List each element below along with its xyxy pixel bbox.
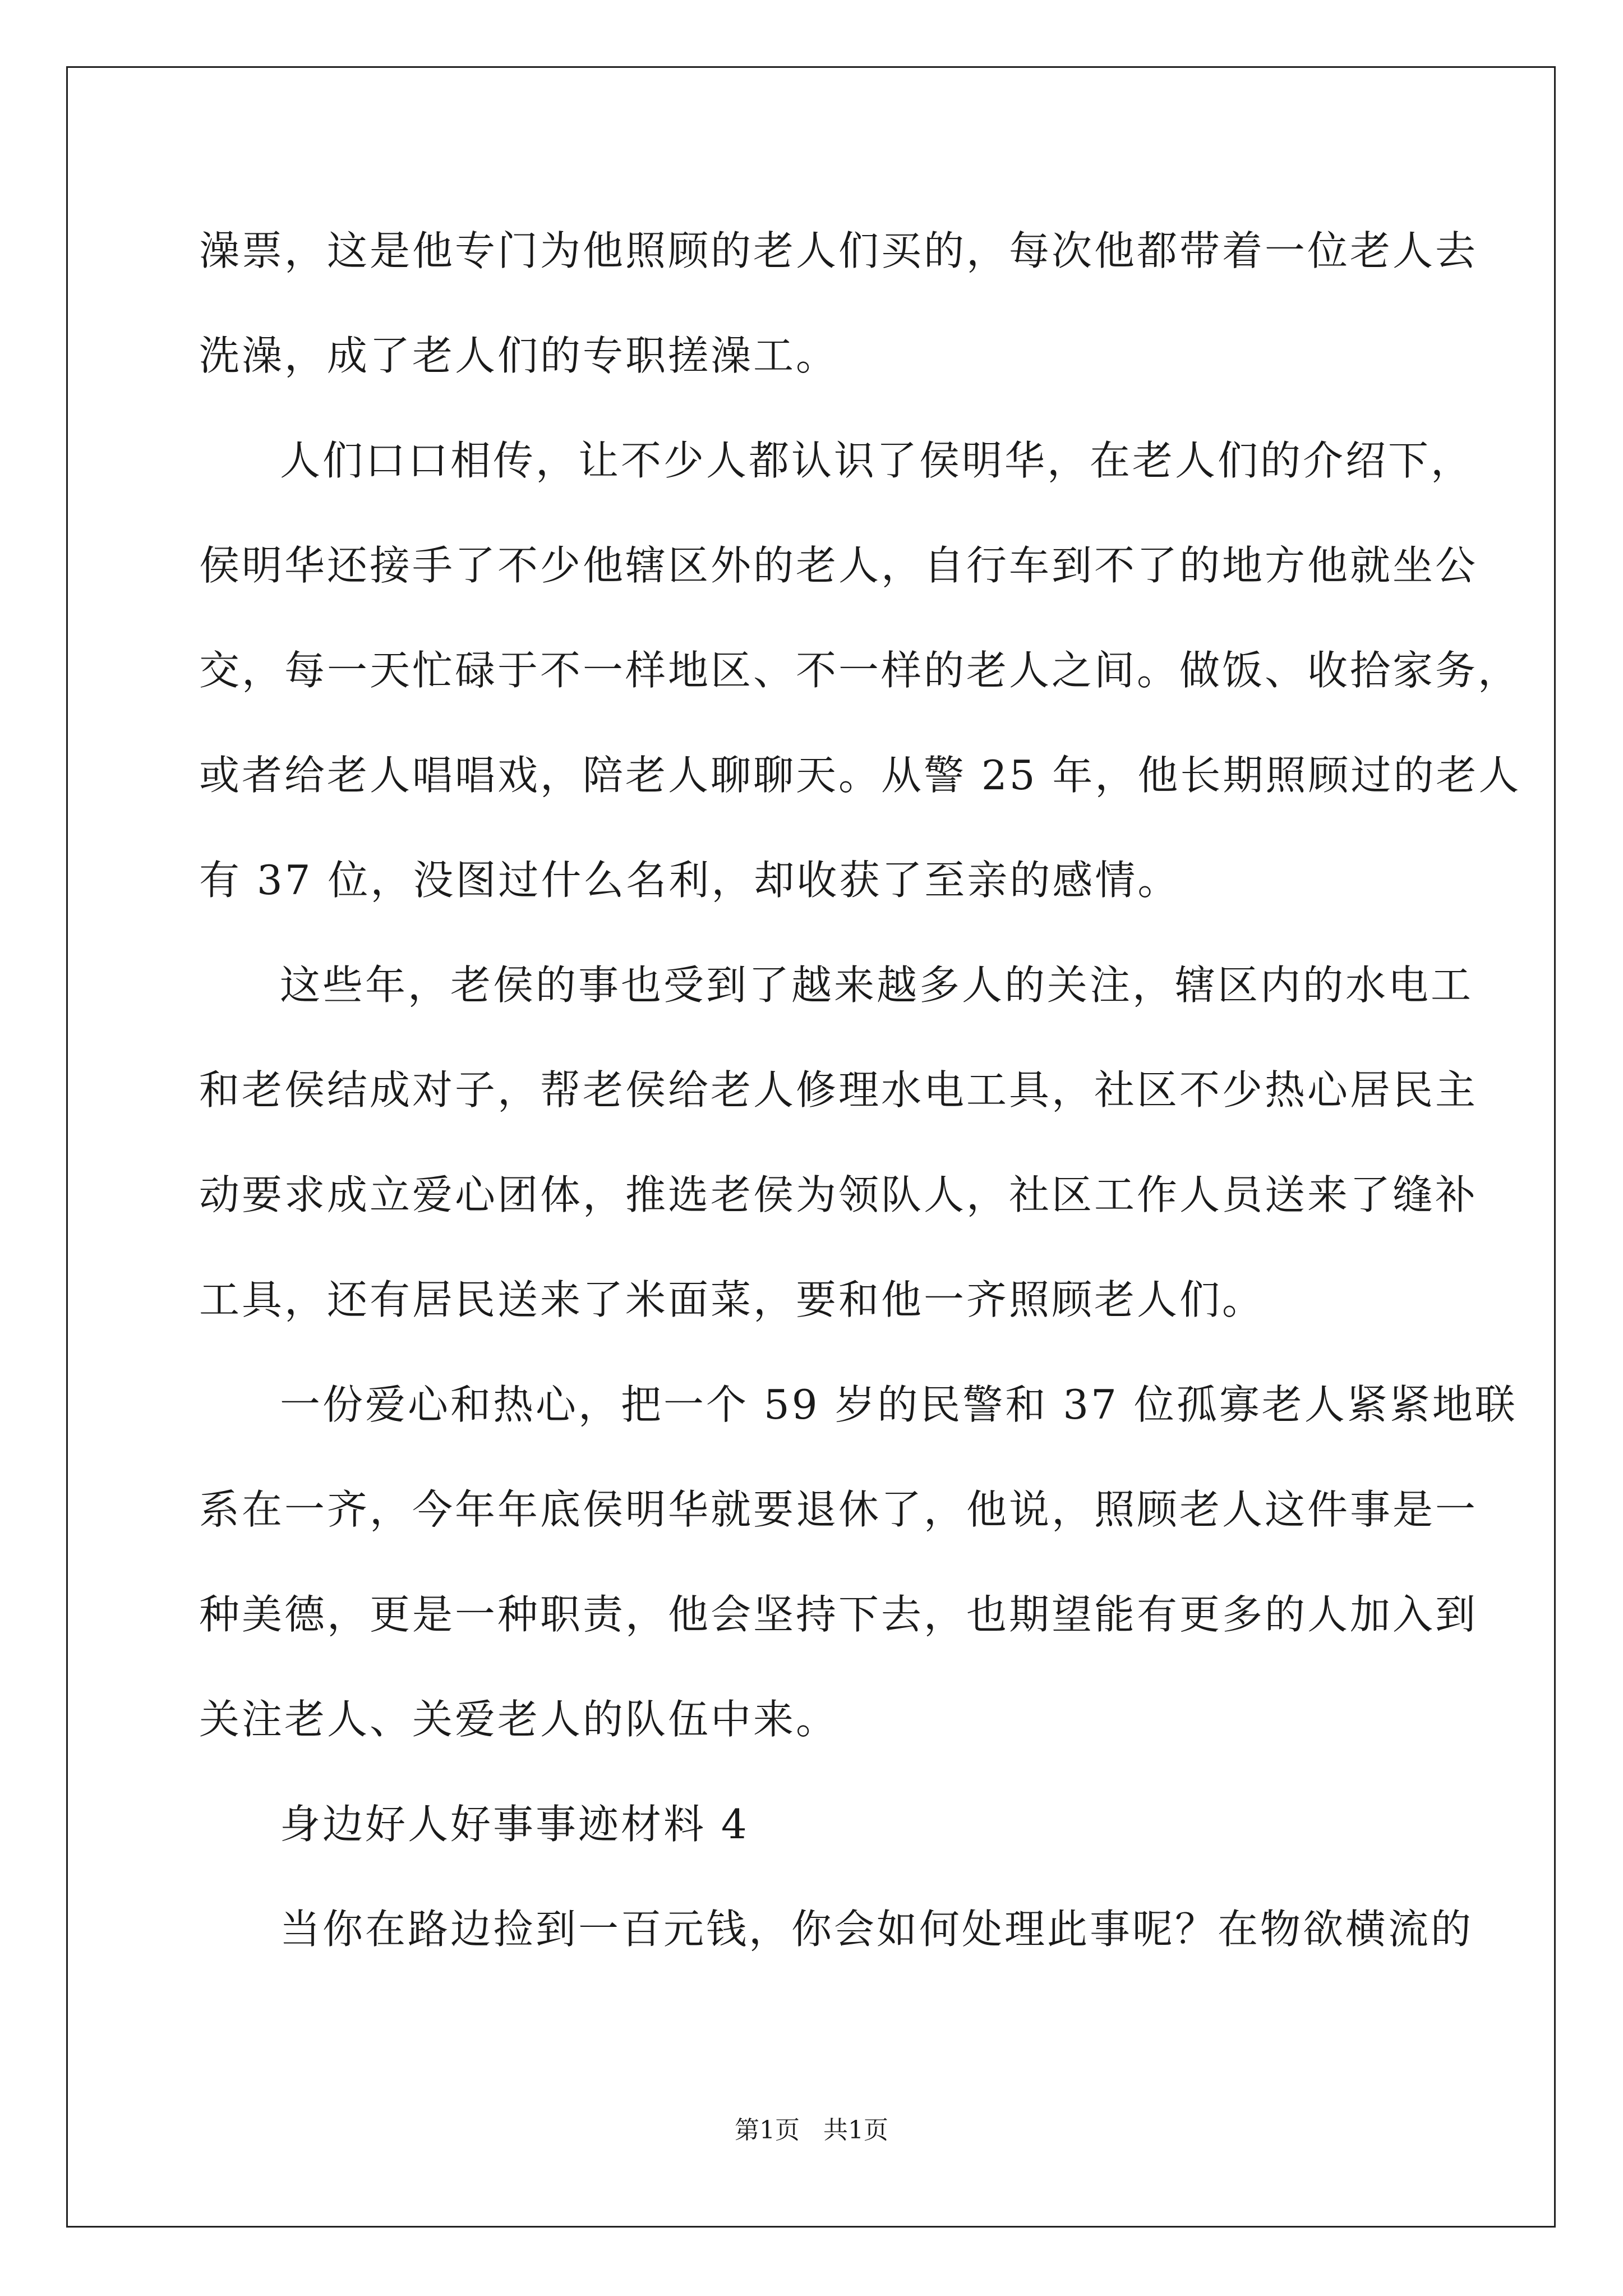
text-line: 有 37 位，没图过什么名利，却收获了至亲的感情。 — [199, 857, 1181, 904]
text-line: 身边好人好事事迹材料 4 — [280, 1801, 749, 1848]
text-line: 工具，还有居民送来了米面菜，要和他一齐照顾老人们。 — [199, 1276, 1265, 1323]
text-line: 和老侯结成对子，帮老侯给老人修理水电工具，社区不少热心居民主 — [199, 1066, 1478, 1114]
text-line: 系在一齐，今年年底侯明华就要退休了，他说，照顾老人这件事是一 — [199, 1486, 1478, 1533]
text-line: 人们口口相传，让不少人都认识了侯明华，在老人们的介绍下， — [280, 437, 1474, 484]
text-line: 交，每一天忙碌于不一样地区、不一样的老人之间。做饭、收拾家务， — [199, 647, 1521, 694]
text-line: 这些年，老侯的事也受到了越来越多人的关注，辖区内的水电工 — [280, 961, 1474, 1009]
text-line: 当你在路边捡到一百元钱，你会如何处理此事呢？在物欲横流的 — [280, 1906, 1474, 1953]
text-line: 澡票，这是他专门为他照顾的老人们买的，每次他都带着一位老人去 — [199, 227, 1478, 274]
text-line: 动要求成立爱心团体，推选老侯为领队人，社区工作人员送来了缝补 — [199, 1171, 1478, 1218]
text-line: 侯明华还接手了不少他辖区外的老人，自行车到不了的地方他就坐公 — [199, 542, 1478, 589]
text-line: 一份爱心和热心，把一个 59 岁的民警和 37 位孤寡老人紧紧地联 — [280, 1381, 1518, 1428]
text-line: 关注老人、关爱老人的队伍中来。 — [199, 1696, 839, 1743]
text-line: 种美德，更是一种职责，他会坚持下去，也期望能有更多的人加入到 — [199, 1591, 1478, 1638]
document-body — [199, 208, 1521, 1991]
text-line: 洗澡，成了老人们的专职搓澡工。 — [199, 332, 839, 379]
page-footer: 第1页 共1页 — [735, 2116, 888, 2145]
text-line: 或者给老人唱唱戏，陪老人聊聊天。从警 25 年，他长期照顾过的老人 — [199, 752, 1521, 799]
